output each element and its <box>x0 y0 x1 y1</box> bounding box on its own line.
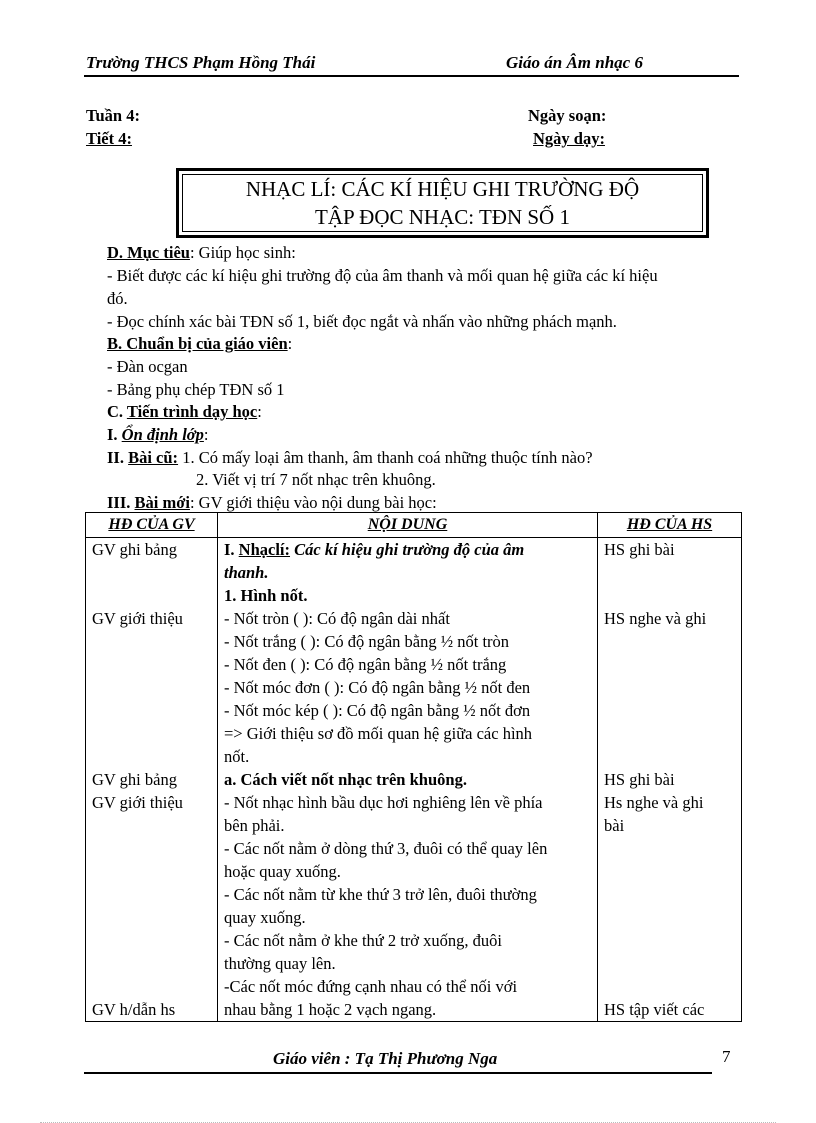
relation-intro-cont: nốt. <box>224 747 250 766</box>
date-prepared-label: Ngày soạn: <box>528 106 607 125</box>
teacher-name: Giáo viên : Tạ Thị Phương Nga <box>273 1049 498 1068</box>
subsection-note-shapes: 1. Hình nốt. <box>224 586 308 605</box>
preparation-heading: B. Chuẩn bị của giáo viên: <box>107 334 293 353</box>
hs-column <box>598 538 742 1022</box>
section-title: I. Nhạclí: Các kí hiệu ghi trường độ của âm <box>224 540 525 559</box>
writing-rule-cont: hoặc quay xuống. <box>224 862 341 881</box>
section-1: I. Ổn định lớp: <box>107 425 209 444</box>
procedure-heading: C. Tiến trình dạy học: <box>107 402 262 421</box>
note-sixteenth: - Nốt móc kép ( ): Có độ ngân bằng ½ nốt đơn <box>224 701 531 720</box>
hs-activity: HS tập viết các <box>604 1000 705 1019</box>
lesson-label: Tiết 4: <box>86 129 132 148</box>
gv-activity: GV h/dẫn hs <box>92 1000 176 1019</box>
preparation-1: - Đàn ocgan <box>107 357 188 376</box>
subject-name: Giáo án Âm nhạc 6 <box>506 53 643 72</box>
header-gv: HĐ CỦA GV <box>86 513 218 538</box>
content-column <box>218 538 598 1022</box>
note-half: - Nốt trắng ( ): Có độ ngân bằng ½ nốt tròn <box>224 632 510 651</box>
section-title-cont: thanh. <box>224 563 269 582</box>
note-whole: - Nốt tròn ( ): Có độ ngân dài nhất <box>224 609 450 628</box>
writing-rule-cont: quay xuống. <box>224 908 306 927</box>
header-rule <box>84 75 739 77</box>
objectives-heading: D. Mục tiêu: Giúp học sinh: <box>107 243 296 262</box>
lesson-table <box>85 512 742 1022</box>
gv-activity: GV ghi bảng <box>92 770 177 789</box>
note-quarter: - Nốt đen ( ): Có độ ngân bằng ½ nốt trắng <box>224 655 507 674</box>
header-content: NỘI DUNG <box>218 513 598 538</box>
section-3: III. Bài mới: GV giới thiệu vào nội dung bài học: <box>107 493 437 512</box>
title-box <box>176 168 709 238</box>
week-label: Tuần 4: <box>86 106 140 125</box>
section-2: II. Bài cũ: 1. Có mấy loại âm thanh, âm thanh coá những thuộc tính nào? <box>107 448 593 467</box>
hs-activity-cont: bài <box>604 816 625 835</box>
writing-rule: - Nốt nhạc hình bầu dục hơi nghiêng lên về phía <box>224 793 543 812</box>
header-hs: HĐ CỦA HS <box>598 513 742 538</box>
footer-rule <box>84 1072 712 1074</box>
table-row <box>86 538 742 1022</box>
gv-activity: GV giới thiệu <box>92 793 183 812</box>
writing-rule: -Các nốt móc đứng cạnh nhau có thể nối với <box>224 977 518 996</box>
writing-rule: - Các nốt nằm ở dòng thứ 3, đuôi có thể quay lên <box>224 839 548 858</box>
note-eighth: - Nốt móc đơn ( ): Có độ ngân bằng ½ nốt đen <box>224 678 531 697</box>
writing-rule-cont: nhau bằng 1 hoặc 2 vạch ngang. <box>224 1000 437 1019</box>
writing-rule: - Các nốt nằm ở khe thứ 2 trở xuống, đuôi <box>224 931 502 950</box>
objective-2: - Đọc chính xác bài TĐN số 1, biết đọc ngắt và nhấn vào những phách mạnh. <box>107 312 617 331</box>
section-2-q2: 2. Viết vị trí 7 nốt nhạc trên khuông. <box>196 470 436 489</box>
writing-rule-cont: thường quay lên. <box>224 954 336 973</box>
objective-1: - Biết được các kí hiệu ghi trường độ của âm thanh và mối quan hệ giữa các kí hiệu <box>107 266 658 285</box>
writing-rule: - Các nốt nằm từ khe thứ 3 trở lên, đuôi thường <box>224 885 537 904</box>
table-header-row <box>86 513 742 538</box>
gv-activity: GV giới thiệu <box>92 609 183 628</box>
page-number: 7 <box>722 1047 731 1066</box>
gv-column <box>86 538 218 1022</box>
title-line-1: NHẠC LÍ: CÁC KÍ HIỆU GHI TRƯỜNG ĐỘ <box>245 177 640 201</box>
preparation-2: - Bảng phụ chép TĐN số 1 <box>107 380 285 399</box>
title-line-2: TẬP ĐỌC NHẠC: TĐN SỐ 1 <box>315 205 570 229</box>
objective-1-cont: đó. <box>107 289 128 308</box>
hs-activity: HS ghi bài <box>604 540 675 559</box>
relation-intro: => Giới thiệu sơ đồ mối quan hệ giữa các hình <box>224 724 533 743</box>
gv-activity: GV ghi bảng <box>92 540 177 559</box>
date-taught-label: Ngày dạy: <box>533 129 605 148</box>
hs-activity: Hs nghe và ghi <box>604 793 704 812</box>
subsection-writing: a. Cách viết nốt nhạc trên khuông. <box>224 770 467 789</box>
school-name: Trường THCS Phạm Hồng Thái <box>86 53 316 72</box>
hs-activity: HS nghe và ghi <box>604 609 707 628</box>
writing-rule-cont: bên phải. <box>224 816 285 835</box>
hs-activity: HS ghi bài <box>604 770 675 789</box>
